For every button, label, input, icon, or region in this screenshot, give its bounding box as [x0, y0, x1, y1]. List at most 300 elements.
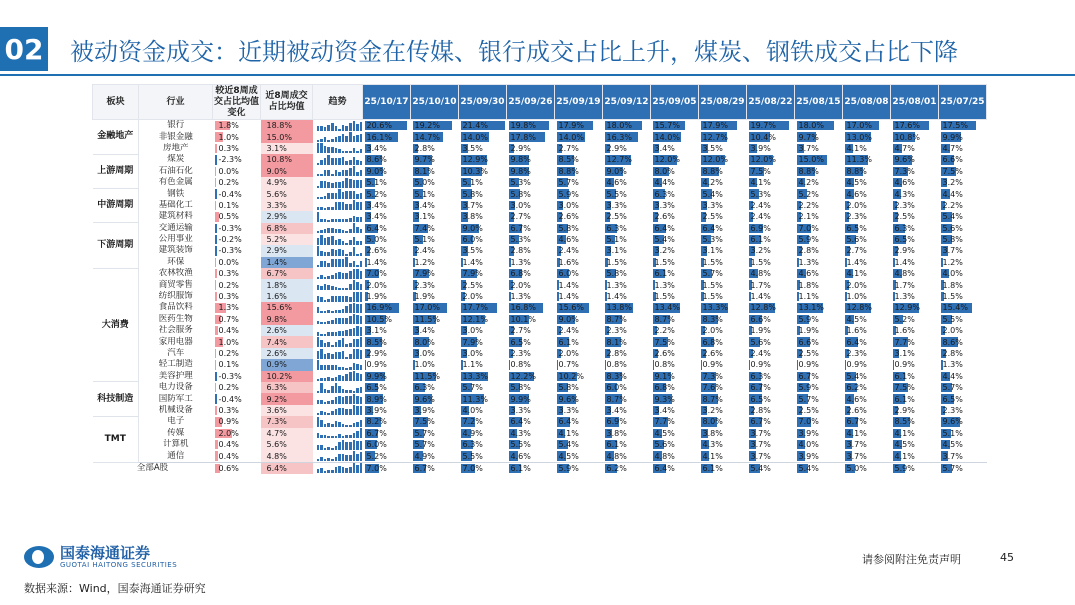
- value-cell: [507, 371, 555, 382]
- value-text: 1.5%: [702, 292, 723, 302]
- value-cell: [555, 120, 603, 132]
- trend-bar: [353, 349, 356, 358]
- value-cell: [843, 416, 891, 427]
- value-cell: [411, 257, 459, 268]
- value-text: 5.6%: [750, 337, 771, 347]
- value-cell: [411, 143, 459, 154]
- value-text: 4.4%: [942, 189, 963, 199]
- value-text: 5.8%: [942, 235, 963, 245]
- value-text: 7.5%: [942, 166, 963, 176]
- trend-bar: [353, 405, 356, 415]
- trend-bar: [335, 409, 338, 415]
- value-cell: [507, 416, 555, 427]
- value-text: 17.9%: [702, 121, 728, 131]
- value-text: 2.3%: [942, 405, 963, 415]
- value-cell: [747, 314, 795, 325]
- value-cell: [891, 177, 939, 188]
- value-cell: [555, 188, 603, 199]
- value-cell: [795, 371, 843, 382]
- change-cell: [213, 439, 261, 450]
- value-text: 12.9%: [894, 303, 920, 313]
- trend-bar: [331, 139, 334, 142]
- trend-bar: [342, 202, 345, 210]
- trend-bar: [349, 372, 352, 381]
- title-divider: [0, 74, 1075, 76]
- industry-name: 钢铁: [167, 188, 185, 199]
- trend-bar: [324, 412, 327, 415]
- trend-bar: [324, 471, 327, 473]
- value-text: 5.7%: [558, 178, 579, 188]
- value-text: 3.7%: [750, 428, 771, 438]
- change-cell: [213, 177, 261, 188]
- trend-bar: [324, 354, 327, 358]
- value-text: 1.4%: [558, 292, 579, 302]
- value-text: 9.6%: [414, 394, 435, 404]
- value-cell: [603, 416, 651, 427]
- value-text: 5.4%: [558, 440, 579, 450]
- value-cell: [603, 131, 651, 142]
- value-cell: [651, 439, 699, 450]
- change-value: 1.8%: [218, 121, 239, 131]
- value-text: 2.3%: [606, 326, 627, 336]
- value-cell: [843, 143, 891, 154]
- trend-bar: [327, 299, 330, 302]
- value-cell: [507, 393, 555, 404]
- trend-sparkline: [313, 143, 363, 153]
- value-cell: [555, 302, 603, 313]
- trend-bar: [327, 155, 330, 165]
- value-cell: [363, 348, 411, 359]
- value-cell: [603, 371, 651, 382]
- industry-name: 医药生物: [158, 313, 193, 324]
- value-cell: [891, 291, 939, 302]
- avg-value: 15.0%: [266, 132, 292, 142]
- trend-bar: [349, 229, 352, 234]
- value-cell: [459, 416, 507, 427]
- value-text: 7.3%: [702, 371, 723, 381]
- value-cell: [363, 166, 411, 177]
- value-cell: [411, 211, 459, 222]
- trend-bar: [353, 166, 356, 176]
- table-row: [93, 336, 987, 347]
- value-text: 1.4%: [750, 292, 771, 302]
- trend-bar: [324, 378, 327, 381]
- value-text: 4.5%: [558, 451, 579, 461]
- avg-cell: [261, 405, 313, 416]
- trend-bar: [342, 230, 345, 234]
- value-text: 15.6%: [558, 303, 584, 313]
- value-text: 8.7%: [654, 314, 675, 324]
- value-text: 8.6%: [942, 337, 963, 347]
- value-cell: [795, 336, 843, 347]
- change-cell: [213, 302, 261, 313]
- trend-bar: [317, 296, 320, 302]
- avg-value: 1.8%: [266, 280, 287, 290]
- value-cell: [459, 245, 507, 256]
- value-cell: [795, 348, 843, 359]
- value-text: 5.2%: [366, 189, 387, 199]
- value-text: 2.5%: [462, 280, 483, 290]
- avg-value: 9.2%: [266, 394, 287, 404]
- value-cell: [843, 188, 891, 199]
- value-cell: [411, 462, 459, 474]
- value-cell: [411, 439, 459, 450]
- trend-bar: [324, 334, 327, 336]
- value-text: 5.5%: [462, 451, 483, 461]
- value-cell: [459, 450, 507, 462]
- value-text: 7.5%: [414, 417, 435, 427]
- value-text: 4.5%: [942, 440, 963, 450]
- value-cell: [411, 245, 459, 256]
- industry-name: 食品饮料: [158, 302, 193, 313]
- col-date: 25/09/12: [603, 85, 651, 120]
- table-row: [93, 371, 987, 382]
- value-text: 3.4%: [366, 200, 387, 210]
- value-cell: [939, 131, 987, 142]
- value-cell: [795, 462, 843, 474]
- trend-bar: [338, 396, 341, 404]
- value-text: 14.7%: [414, 132, 440, 142]
- value-cell: [459, 131, 507, 142]
- trend-bar: [324, 365, 327, 370]
- value-text: 10.8%: [894, 132, 920, 142]
- value-text: 20.6%: [366, 121, 392, 131]
- value-cell: [747, 200, 795, 211]
- value-cell: [843, 382, 891, 393]
- trend-bar: [327, 182, 330, 187]
- trend-cell: [313, 348, 363, 359]
- value-text: 3.0%: [558, 200, 579, 210]
- value-cell: [363, 131, 411, 142]
- change-value: -0.3%: [218, 371, 242, 381]
- value-text: 2.0%: [510, 280, 531, 290]
- trend-bar: [338, 386, 341, 393]
- value-text: 6.4%: [366, 223, 387, 233]
- trend-bar: [353, 180, 356, 188]
- value-text: 8.3%: [606, 371, 627, 381]
- avg-cell: [261, 416, 313, 427]
- avg-cell: [261, 359, 313, 370]
- value-text: 5.4%: [798, 463, 819, 473]
- industry-name: 纺织服饰: [158, 291, 193, 302]
- value-cell: [363, 371, 411, 382]
- trend-bar: [324, 252, 327, 256]
- value-cell: [459, 314, 507, 325]
- value-text: 17.8%: [510, 132, 536, 142]
- value-cell: [363, 188, 411, 199]
- value-cell: [363, 177, 411, 188]
- trend-bar: [320, 275, 323, 279]
- trend-bar: [356, 315, 359, 324]
- value-cell: [891, 450, 939, 462]
- trend-bar: [327, 310, 330, 312]
- value-text: 8.7%: [606, 314, 627, 324]
- value-cell: [507, 279, 555, 290]
- industry-name: 汽车: [167, 348, 185, 358]
- trend-bar: [345, 151, 348, 153]
- trend-bar: [331, 286, 334, 291]
- change-cell: [213, 245, 261, 256]
- value-cell: [747, 348, 795, 359]
- value-text: 7.9%: [462, 269, 483, 279]
- value-text: 6.6%: [750, 314, 771, 324]
- trend-sparkline: [313, 235, 363, 245]
- trend-bar: [331, 123, 334, 131]
- value-cell: [699, 154, 747, 165]
- trend-bar: [345, 254, 348, 256]
- industry-name: 建筑装饰: [158, 245, 193, 256]
- value-text: 4.6%: [846, 189, 867, 199]
- trend-cell: [313, 200, 363, 211]
- value-cell: [843, 428, 891, 439]
- trend-bar: [353, 200, 356, 210]
- value-text: 4.6%: [510, 451, 531, 461]
- turnover-table: [92, 84, 987, 474]
- header-row: [93, 85, 987, 120]
- trend-bar: [317, 207, 320, 210]
- trend-bar: [331, 332, 334, 335]
- trend-sparkline: [313, 360, 363, 370]
- trend-bar: [342, 170, 345, 177]
- value-cell: [459, 257, 507, 268]
- value-text: 4.9%: [414, 451, 435, 461]
- table-row: [93, 166, 987, 177]
- value-cell: [651, 257, 699, 268]
- value-text: 2.3%: [846, 212, 867, 222]
- value-text: 2.9%: [606, 143, 627, 153]
- value-text: 11.3%: [846, 155, 872, 165]
- value-cell: [363, 154, 411, 165]
- change-cell: [213, 428, 261, 439]
- value-text: 2.5%: [798, 349, 819, 358]
- avg-value: 3.6%: [266, 405, 287, 415]
- trend-bar: [317, 337, 320, 347]
- trend-bar: [317, 126, 320, 131]
- value-text: 4.4%: [654, 178, 675, 188]
- value-text: 2.8%: [510, 246, 531, 256]
- trend-bar: [335, 296, 338, 302]
- value-cell: [795, 223, 843, 234]
- value-text: 0.8%: [654, 360, 675, 370]
- value-cell: [507, 131, 555, 142]
- trend-bar: [335, 219, 338, 222]
- trend-bar: [335, 421, 338, 427]
- trend-cell: [313, 268, 363, 279]
- value-cell: [699, 302, 747, 313]
- value-cell: [891, 336, 939, 347]
- trend-bar: [331, 158, 334, 165]
- value-cell: [843, 131, 891, 142]
- value-cell: [651, 428, 699, 439]
- trend-bar: [324, 300, 327, 302]
- trend-bar: [356, 364, 359, 370]
- value-text: 5.8%: [462, 189, 483, 199]
- value-cell: [795, 257, 843, 268]
- value-text: 9.0%: [366, 166, 387, 176]
- value-text: 5.2%: [798, 189, 819, 199]
- industry-name: 轻工制造: [158, 359, 193, 370]
- industry-name: 石油石化: [158, 165, 193, 176]
- value-text: 2.0%: [366, 280, 387, 290]
- value-text: 3.0%: [510, 200, 531, 210]
- trend-bar: [335, 318, 338, 324]
- value-text: 7.9%: [462, 337, 483, 347]
- value-cell: [363, 143, 411, 154]
- value-text: 1.2%: [414, 257, 435, 267]
- trend-bar: [331, 448, 334, 450]
- change-cell: [213, 450, 261, 462]
- trend-bar: [349, 204, 352, 211]
- trend-bar: [317, 433, 320, 439]
- value-cell: [939, 302, 987, 313]
- trend-bar: [327, 237, 330, 244]
- col-avg: 近8周成交占比均值: [261, 85, 313, 120]
- trend-bar: [317, 238, 320, 245]
- value-text: 2.3%: [846, 349, 867, 358]
- trend-bar: [356, 160, 359, 165]
- value-text: 6.1%: [702, 463, 723, 473]
- trend-bar: [353, 247, 356, 256]
- trend-bar: [356, 124, 359, 131]
- trend-bar: [320, 219, 323, 222]
- value-text: 12.9%: [462, 155, 488, 165]
- value-text: 8.0%: [702, 417, 723, 427]
- value-text: 6.1%: [894, 394, 915, 404]
- value-text: 12.1%: [462, 314, 488, 324]
- trend-bar: [320, 365, 323, 370]
- trend-cell: [313, 325, 363, 336]
- trend-bar: [356, 422, 359, 427]
- trend-bar: [342, 219, 345, 222]
- avg-cell: [261, 120, 313, 132]
- value-text: 6.1%: [654, 269, 675, 279]
- value-cell: [411, 120, 459, 132]
- value-cell: [843, 120, 891, 132]
- trend-sparkline: [313, 417, 363, 427]
- trend-bar: [345, 178, 348, 188]
- trend-bar: [331, 219, 334, 222]
- trend-bar: [345, 257, 348, 267]
- value-cell: [555, 348, 603, 359]
- trend-bar: [317, 163, 320, 165]
- trend-bar: [345, 161, 348, 165]
- value-cell: [939, 325, 987, 336]
- trend-bar: [335, 365, 338, 370]
- avg-cell: [261, 188, 313, 199]
- value-text: 5.8%: [558, 383, 579, 393]
- value-cell: [603, 428, 651, 439]
- table-row: [93, 439, 987, 450]
- value-cell: [507, 302, 555, 313]
- trend-bar: [338, 229, 341, 233]
- trend-bar: [324, 170, 327, 176]
- value-cell: [363, 359, 411, 370]
- value-cell: [747, 257, 795, 268]
- value-text: 4.5%: [846, 178, 867, 188]
- value-cell: [843, 393, 891, 404]
- value-text: 9.3%: [654, 394, 675, 404]
- value-text: 4.0%: [942, 269, 963, 279]
- value-cell: [939, 166, 987, 177]
- trend-cell: [313, 393, 363, 404]
- value-text: 2.6%: [558, 212, 579, 222]
- value-text: 1.4%: [894, 257, 915, 267]
- value-text: 7.0%: [798, 417, 819, 427]
- value-text: 1.3%: [798, 257, 819, 267]
- value-text: 5.3%: [750, 189, 771, 199]
- value-text: 6.3%: [462, 440, 483, 450]
- value-cell: [459, 439, 507, 450]
- value-cell: [363, 291, 411, 302]
- industry-name: 煤炭: [167, 154, 185, 165]
- trend-bar: [335, 287, 338, 290]
- value-text: 4.5%: [894, 440, 915, 450]
- value-cell: [507, 428, 555, 439]
- trend-bar: [317, 391, 320, 393]
- value-cell: [651, 371, 699, 382]
- trend-bar: [353, 433, 356, 438]
- value-text: 8.7%: [606, 394, 627, 404]
- value-cell: [603, 279, 651, 290]
- value-text: 6.3%: [750, 371, 771, 381]
- trend-cell: [313, 279, 363, 290]
- trend-bar: [349, 271, 352, 279]
- trend-bar: [338, 202, 341, 210]
- trend-sparkline: [313, 394, 363, 404]
- avg-value: 2.6%: [266, 326, 287, 336]
- value-text: 3.7%: [750, 451, 771, 461]
- trend-bar: [317, 351, 320, 359]
- value-cell: [603, 257, 651, 268]
- trend-cell: [313, 439, 363, 450]
- table-row: [93, 302, 987, 313]
- trend-cell: [313, 416, 363, 427]
- trend-cell: [313, 336, 363, 347]
- value-cell: [363, 302, 411, 313]
- change-value: -0.3%: [218, 223, 242, 233]
- table-row: [93, 393, 987, 404]
- trend-bar: [342, 241, 345, 245]
- value-cell: [699, 177, 747, 188]
- table-row: [93, 450, 987, 462]
- trend-bar: [349, 304, 352, 313]
- value-cell: [939, 393, 987, 404]
- trend-bar: [349, 455, 352, 461]
- change-value: 0.7%: [218, 314, 239, 324]
- value-cell: [507, 245, 555, 256]
- value-cell: [603, 405, 651, 416]
- trend-bar: [327, 263, 330, 267]
- value-text: 1.4%: [558, 280, 579, 290]
- trend-bar: [320, 251, 323, 256]
- value-text: 6.2%: [846, 383, 867, 393]
- value-cell: [507, 382, 555, 393]
- value-cell: [699, 393, 747, 404]
- trend-bar: [317, 332, 320, 336]
- trend-bar: [327, 458, 330, 461]
- trend-bar: [335, 182, 338, 187]
- value-text: 3.7%: [846, 440, 867, 450]
- trend-sparkline: [313, 405, 363, 415]
- table-row: [93, 234, 987, 245]
- value-cell: [555, 234, 603, 245]
- value-cell: [555, 325, 603, 336]
- value-text: 7.5%: [894, 383, 915, 393]
- trend-bar: [349, 151, 352, 154]
- value-cell: [459, 120, 507, 132]
- trend-bar: [335, 310, 338, 313]
- value-cell: [795, 154, 843, 165]
